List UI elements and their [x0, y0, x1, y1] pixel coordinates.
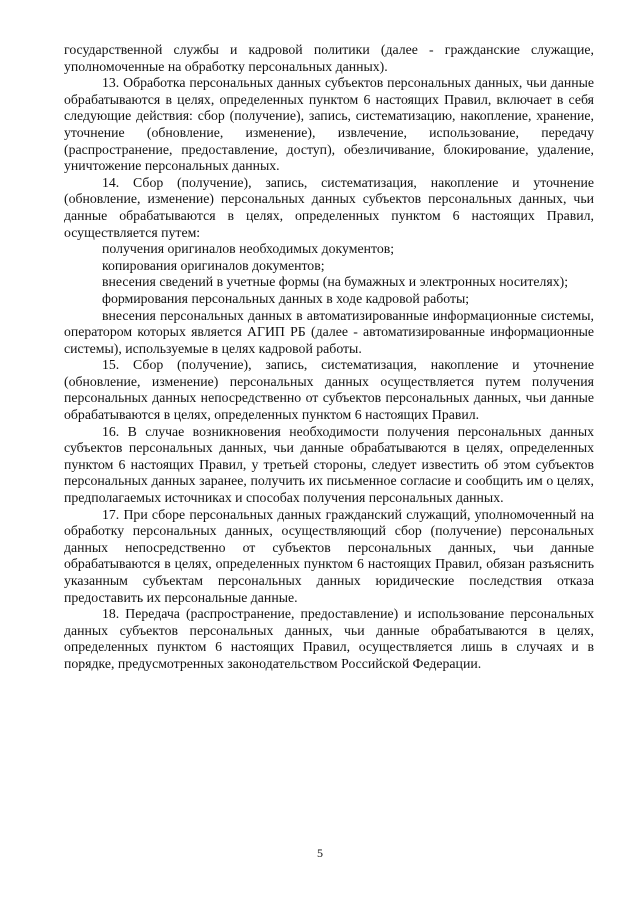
paragraph-13: 13. Обработка персональных данных субъектов персональных данных, чьи данные обрабатываются в целях, определенных пунктом 6 настоящих Правил, включает в себя следующие действия: сбор (получение), запись, систематизацию, накопление, хранение, уточнение (обновление, изменение), извлечение, использование, передачу (распространение, предоставление, доступ), обезличивание, блокирование, удаление, уничтожение персональных данных. [64, 75, 594, 174]
paragraph-14: 14. Сбор (получение), запись, систематизация, накопление и уточнение (обновление, изменение) персональных данных субъектов персональных данных, чьи данные обрабатываются в целях, определенных пунктом 6 настоящих Правил, осуществляется путем: [64, 174, 594, 240]
list-item-systems: внесения персональных данных в автоматизированные информационные системы, оператором которых является АГИП РБ (далее - автоматизированные информационные системы), используемые в целях кадровой работы. [64, 307, 594, 356]
list-item-originals: получения оригиналов необходимых документов; [102, 241, 395, 257]
paragraph-17: 17. При сборе персональных данных гражданский служащий, уполномоченный на обработку персональных данных, осуществляющий сбор (получение) персональных данных непосредственно от субъектов персональных данных, чьи данные обрабатываются в целях, определенных пунктом 6 настоящих Правил, обязан разъяснить указанным субъектам персональных данных юридические последствия отказа предоставить их персональные данные. [64, 506, 594, 605]
list-item-forming: формирования персональных данных в ходе кадровой работы; [102, 290, 470, 306]
paragraph-16: 16. В случае возникновения необходимости получения персональных данных субъектов персональных данных, чьи данные обрабатываются в целях, определенных пунктом 6 настоящих Правил, у третьей стороны, следует известить об этом субъектов персональных данных заранее, получить их письменное согласие и сообщить им о целях, предполагаемых источниках и способах получения персональных данных. [64, 423, 594, 506]
document-body [64, 42, 594, 673]
paragraph-15: 15. Сбор (получение), запись, систематизация, накопление и уточнение (обновление, изменение) персональных данных осуществляется путем получения персональных данных непосредственно от субъектов персональных данных, чьи данные обрабатываются в целях, определенных пунктом 6 настоящих Правил. [64, 357, 594, 423]
page-number: 5 [317, 846, 323, 860]
paragraph-18: 18. Передача (распространение, предоставление) и использование персональных данных субъектов персональных данных, чьи данные обрабатываются в целях, определенных пунктом 6 настоящих Правил, осуществляется лишь в случаях и в порядке, предусмотренных законодательством Российской Федерации. [64, 606, 594, 671]
paragraph-continuation: государственной службы и кадровой политики (далее - гражданские служащие, уполномоченные на обработку персональных данных). [64, 42, 594, 74]
list-item-copies: копирования оригиналов документов; [102, 257, 325, 273]
list-item-records: внесения сведений в учетные формы (на бумажных и электронных носителях); [102, 274, 569, 290]
